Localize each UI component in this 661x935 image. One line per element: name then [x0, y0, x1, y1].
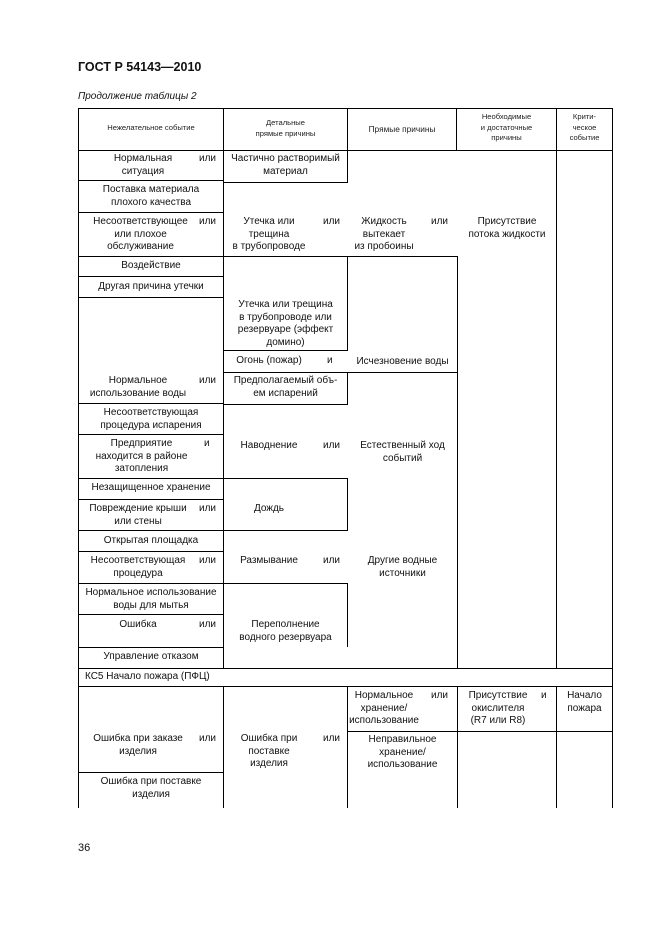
operator-and: и [204, 438, 210, 449]
direct-water-disappearance: Исчезновение воды [356, 356, 449, 367]
cause-water-tank-overflow: Переполнение водного резервуара [239, 619, 332, 643]
event-normal-water-use: Нормальное использование воды [89, 375, 187, 399]
event-roof-wall-damage: Повреждение крыши или стены [89, 503, 187, 527]
header-detailed-causes: Детальные прямые причины [255, 118, 316, 138]
event-unprotected-storage: Незащищенное хранение [91, 482, 211, 493]
event-impact: Воздействие [121, 260, 181, 271]
event-delivery-error: Ошибка при поставке изделия [100, 776, 202, 800]
header-necessary-sufficient-causes: Необходимые и достаточные причины [480, 112, 533, 142]
necessary-liquid-flow: Присутствие потока жидкости [468, 216, 546, 240]
event-improper-procedure: Несоответствующая процедура [90, 555, 186, 579]
event-improper-evaporation-procedure: Несоответствующая процедура испарения [100, 407, 202, 431]
operator-or: или [199, 619, 217, 630]
necessary-oxidizer-presence: Присутствие окислителя (R7 или R8) [468, 690, 528, 726]
cause-erosion: Размывание [240, 555, 298, 566]
cause-partially-soluble-material: Частично растворимый материал [231, 153, 340, 177]
operator-or: или [323, 555, 341, 566]
direct-normal-storage: Нормальное хранение/ использование [349, 690, 419, 726]
event-flood-zone-location: Предприятие находится в районе затопления [95, 438, 188, 474]
operator-or: или [323, 440, 341, 451]
cause-estimated-evaporation-volume: Предполагаемый объ- ем испарений [233, 375, 338, 399]
operator-or: или [323, 733, 341, 744]
event-poor-quality-supply: Поставка материала плохого качества [102, 184, 200, 208]
cause-pipe-or-tank-leak-domino: Утечка или трещина в трубопроводе или резервуаре (эффект домино) [237, 299, 334, 348]
operator-or: или [199, 555, 217, 566]
cause-fire: Огонь (пожар) [236, 355, 302, 366]
operator-and: и [541, 690, 547, 701]
event-other-leak-cause: Другая причина утечки [98, 281, 204, 292]
cause-delivery-error: Ошибка при поставке изделия [240, 733, 298, 769]
event-normal-wash-water-use: Нормальное использование воды для мытья [85, 587, 217, 611]
direct-improper-storage: Неправильное хранение/ использование [367, 734, 438, 770]
event-error: Ошибка [119, 619, 157, 630]
operator-or: или [431, 216, 449, 227]
operator-or: или [199, 375, 217, 386]
cause-flooding: Наводнение [240, 440, 298, 451]
table-caption: Продолжение таблицы 2 [78, 91, 197, 102]
operator-or: или [199, 503, 217, 514]
page-number: 36 [78, 842, 91, 854]
operator-and: и [327, 355, 333, 366]
ks5-section-title: КС5 Начало пожара (ПФЦ) [85, 671, 210, 682]
cause-rain: Дождь [253, 503, 285, 514]
document-standard-number: ГОСТ Р 54143—2010 [78, 60, 202, 74]
direct-liquid-leaks: Жидкость вытекает из пробоины [354, 216, 414, 252]
header-undesired-event: Нежелательное событие [107, 123, 195, 132]
event-normal-situation: Нормальная ситуация [113, 153, 173, 177]
event-poor-maintenance: Несоответствующее или плохое обслуживание [93, 216, 188, 252]
header-direct-causes: Прямые причины [368, 124, 436, 134]
direct-natural-course: Естественный ход событий [360, 440, 445, 464]
header-critical-event: Крити- ческое событие [569, 112, 600, 142]
operator-or: или [199, 216, 217, 227]
operator-or: или [431, 690, 449, 701]
cause-pipe-leak: Утечка или трещина в трубопроводе [232, 216, 306, 252]
critical-fire-start: Начало пожара [567, 690, 602, 714]
operator-or: или [199, 153, 217, 164]
event-failure-management: Управление отказом [103, 651, 199, 662]
operator-or: или [199, 733, 217, 744]
direct-other-water-sources: Другие водные источники [367, 555, 438, 579]
event-order-error: Ошибка при заказе изделия [93, 733, 183, 757]
operator-or: или [323, 216, 341, 227]
event-open-area: Открытая площадка [103, 535, 199, 546]
